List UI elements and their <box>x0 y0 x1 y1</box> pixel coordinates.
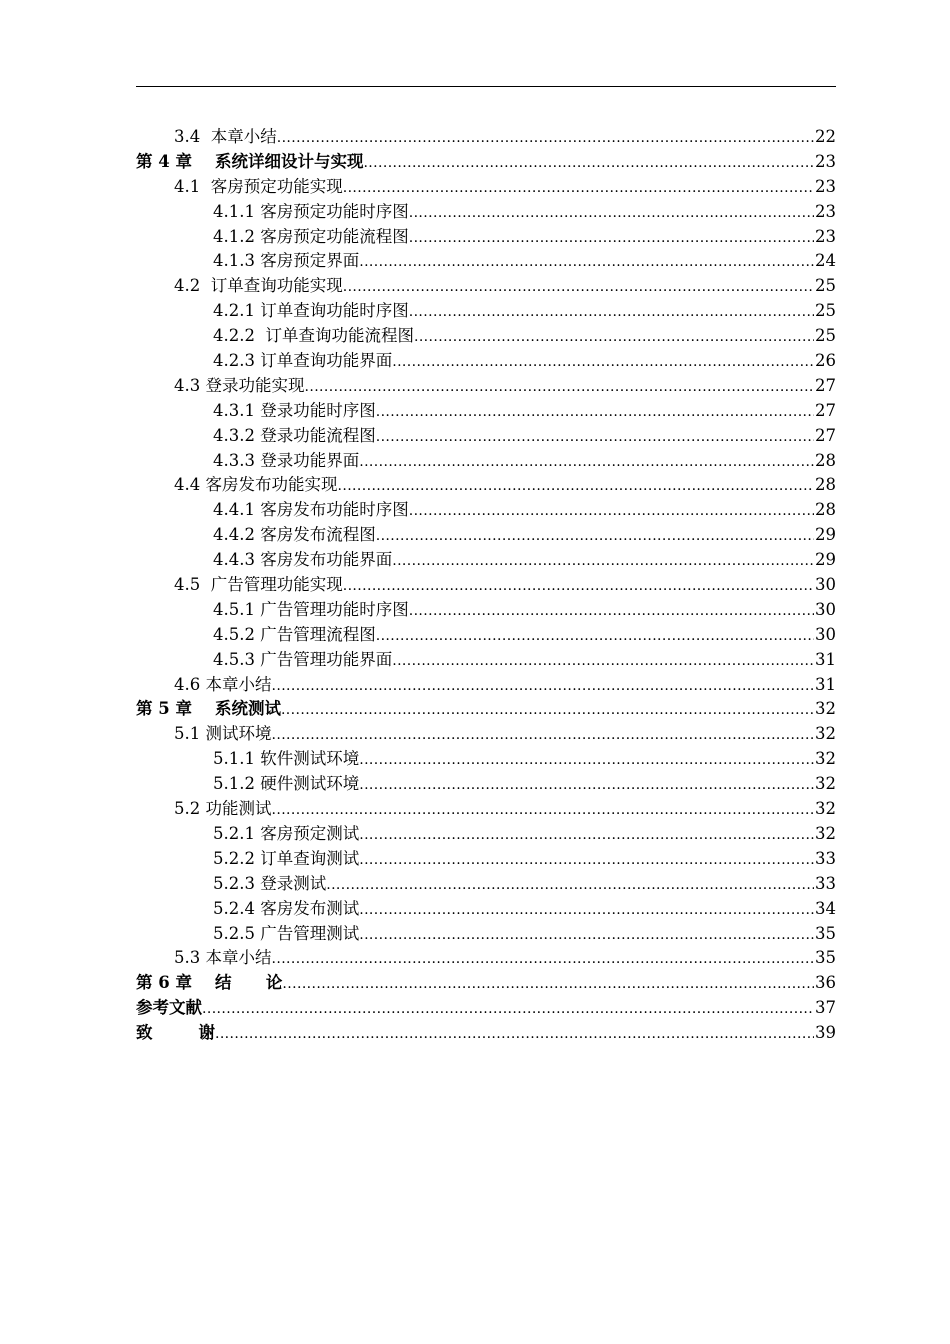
toc-entry[interactable] <box>136 449 836 474</box>
toc-page-number: 32 <box>815 749 836 769</box>
toc-entry-title: 第 5 章 系统测试 <box>136 699 281 719</box>
toc-dot-leader <box>409 201 814 225</box>
toc-dot-leader <box>359 748 814 772</box>
toc-entry-title: 4.2 订单查询功能实现 <box>174 276 343 296</box>
toc-page-number: 23 <box>815 151 836 171</box>
toc-entry[interactable] <box>136 399 836 424</box>
toc-dot-leader <box>359 450 814 474</box>
toc-entry-title: 4.3 登录功能实现 <box>174 375 305 395</box>
toc-entry-title: 5.1.2 硬件测试环境 <box>213 774 360 794</box>
toc-dot-leader <box>414 325 814 349</box>
toc-dot-leader <box>272 947 815 971</box>
toc-dot-leader <box>359 848 814 872</box>
toc-dot-leader <box>409 499 814 523</box>
toc-dot-leader <box>305 375 815 399</box>
toc-entry-title: 4.1.2 客房预定功能流程图 <box>213 226 409 246</box>
toc-entry-title: 5.2.3 登录测试 <box>213 873 327 893</box>
header-rule <box>136 86 836 87</box>
toc-entry[interactable] <box>136 523 836 548</box>
toc-entry-title: 5.3 本章小结 <box>174 948 272 968</box>
toc-page-number: 27 <box>815 400 836 420</box>
toc-dot-leader <box>343 574 814 598</box>
toc-entry[interactable] <box>136 946 836 971</box>
toc-dot-leader <box>202 997 814 1021</box>
toc-page-number: 31 <box>815 674 836 694</box>
toc-page-number: 27 <box>815 425 836 445</box>
toc-entry[interactable] <box>136 175 836 200</box>
toc-page-number: 32 <box>815 799 836 819</box>
toc-page-number: 22 <box>815 127 836 146</box>
toc-dot-leader <box>326 873 814 897</box>
toc-page-number: 26 <box>815 351 836 371</box>
toc-entry-title: 4.1.1 客房预定功能时序图 <box>213 201 409 221</box>
toc-entry[interactable] <box>136 648 836 673</box>
toc-entry-title: 4.4.2 客房发布流程图 <box>213 525 376 545</box>
toc-entry[interactable] <box>136 722 836 747</box>
toc-entry-title: 4.5.3 广告管理功能界面 <box>213 649 393 669</box>
toc-entry-title: 4.1 客房预定功能实现 <box>174 176 343 196</box>
toc-entry-title: 5.2.5 广告管理测试 <box>213 923 360 943</box>
toc-dot-leader <box>409 300 814 324</box>
table-of-contents <box>136 125 836 1046</box>
toc-entry-title: 4.3.2 登录功能流程图 <box>213 425 376 445</box>
toc-entry[interactable] <box>136 324 836 349</box>
toc-entry-title: 4.6 本章小结 <box>174 674 272 694</box>
toc-dot-leader <box>277 126 814 150</box>
toc-entry[interactable] <box>136 249 836 274</box>
toc-page-number: 23 <box>815 201 836 221</box>
toc-dot-leader <box>338 474 815 498</box>
toc-entry-title: 4.1.3 客房预定界面 <box>213 251 360 271</box>
toc-entry[interactable] <box>136 374 836 399</box>
toc-entry[interactable] <box>136 822 836 847</box>
toc-page-number: 27 <box>815 375 836 395</box>
toc-entry-title: 4.5.2 广告管理流程图 <box>213 624 376 644</box>
toc-dot-leader <box>392 350 814 374</box>
toc-entry[interactable] <box>136 150 836 175</box>
toc-entry-title: 4.2.3 订单查询功能界面 <box>213 351 393 371</box>
toc-dot-leader <box>409 226 814 250</box>
toc-page-number: 28 <box>815 500 836 520</box>
toc-page-number: 29 <box>815 550 836 570</box>
toc-entry-title: 参考文献 <box>136 998 202 1018</box>
toc-entry[interactable] <box>136 996 836 1021</box>
toc-dot-leader <box>359 773 814 797</box>
toc-entry[interactable] <box>136 598 836 623</box>
toc-dot-leader <box>343 275 814 299</box>
toc-page-number: 36 <box>815 973 836 993</box>
toc-entry[interactable] <box>136 573 836 598</box>
toc-entry[interactable] <box>136 349 836 374</box>
toc-entry-title: 5.1 测试环境 <box>174 724 272 744</box>
toc-page-number: 25 <box>815 326 836 346</box>
toc-dot-leader <box>409 599 814 623</box>
toc-entry-title: 4.3.3 登录功能界面 <box>213 450 360 470</box>
toc-entry-title: 4.4.3 客房发布功能界面 <box>213 550 393 570</box>
toc-entry-title: 5.1.1 软件测试环境 <box>213 749 360 769</box>
toc-entry-title: 4.4.1 客房发布功能时序图 <box>213 500 409 520</box>
toc-page-number: 32 <box>815 823 836 843</box>
toc-dot-leader <box>272 674 815 698</box>
toc-page-number: 30 <box>815 575 836 595</box>
toc-page-number: 31 <box>815 649 836 669</box>
toc-entry-title: 4.4 客房发布功能实现 <box>174 475 338 495</box>
toc-entry[interactable] <box>136 548 836 573</box>
toc-page-number: 25 <box>815 301 836 321</box>
toc-dot-leader <box>376 425 814 449</box>
toc-dot-leader <box>272 798 815 822</box>
toc-entry-title: 致 谢 <box>136 1023 215 1043</box>
toc-page-number: 35 <box>815 923 836 943</box>
toc-entry-title: 4.5 广告管理功能实现 <box>174 575 343 595</box>
toc-entry-title: 5.2.1 客房预定测试 <box>213 823 360 843</box>
toc-dot-leader <box>359 250 814 274</box>
toc-page-number: 32 <box>815 774 836 794</box>
toc-entry[interactable] <box>136 922 836 947</box>
toc-entry[interactable] <box>136 897 836 922</box>
toc-page-number: 28 <box>815 450 836 470</box>
toc-entry-title: 4.3.1 登录功能时序图 <box>213 400 376 420</box>
toc-entry[interactable] <box>136 1021 836 1046</box>
toc-dot-leader <box>272 723 815 747</box>
toc-entry[interactable] <box>136 747 836 772</box>
toc-dot-leader <box>363 151 814 175</box>
toc-dot-leader <box>359 923 814 947</box>
toc-dot-leader <box>215 1022 814 1046</box>
toc-page-number: 23 <box>815 226 836 246</box>
toc-entry-title: 5.2 功能测试 <box>174 799 272 819</box>
toc-page-number: 33 <box>815 848 836 868</box>
toc-entry[interactable] <box>136 697 836 722</box>
toc-entry[interactable] <box>136 200 836 225</box>
toc-dot-leader <box>359 823 814 847</box>
toc-dot-leader <box>392 549 814 573</box>
toc-page-number: 25 <box>815 276 836 296</box>
toc-entry[interactable] <box>136 847 836 872</box>
toc-page-number: 30 <box>815 599 836 619</box>
toc-dot-leader <box>343 176 814 200</box>
toc-entry-title: 4.2.1 订单查询功能时序图 <box>213 301 409 321</box>
toc-page-number: 30 <box>815 624 836 644</box>
toc-entry-title: 第 4 章 系统详细设计与实现 <box>136 151 364 171</box>
toc-page-number: 34 <box>815 898 836 918</box>
toc-entry[interactable] <box>136 473 836 498</box>
toc-entry-title: 3.4 本章小结 <box>174 127 277 146</box>
toc-dot-leader <box>376 400 814 424</box>
toc-page-number: 24 <box>815 251 836 271</box>
toc-entry-title: 5.2.4 客房发布测试 <box>213 898 360 918</box>
toc-dot-leader <box>376 524 814 548</box>
toc-dot-leader <box>376 624 814 648</box>
toc-page-number: 39 <box>815 1023 836 1043</box>
toc-dot-leader <box>392 649 814 673</box>
toc-dot-leader <box>282 972 814 996</box>
toc-entry[interactable] <box>136 673 836 698</box>
toc-entry-title: 第 6 章 结 论 <box>136 973 283 993</box>
toc-entry-title: 4.5.1 广告管理功能时序图 <box>213 599 409 619</box>
toc-page-number: 29 <box>815 525 836 545</box>
toc-page-number: 35 <box>815 948 836 968</box>
toc-entry[interactable] <box>136 872 836 897</box>
toc-entry[interactable] <box>136 772 836 797</box>
toc-entry-title: 4.2.2 订单查询功能流程图 <box>213 326 414 346</box>
toc-entry-title: 5.2.2 订单查询测试 <box>213 848 360 868</box>
toc-page-number: 32 <box>815 699 836 719</box>
toc-entry[interactable] <box>136 424 836 449</box>
toc-page-number: 37 <box>815 998 836 1018</box>
toc-page-number: 28 <box>815 475 836 495</box>
toc-entry[interactable] <box>136 797 836 822</box>
toc-page-number: 32 <box>815 724 836 744</box>
toc-entry[interactable] <box>136 299 836 324</box>
toc-dot-leader <box>359 898 814 922</box>
toc-page-number: 23 <box>815 176 836 196</box>
toc-entry[interactable] <box>136 971 836 996</box>
toc-entry[interactable] <box>136 125 836 150</box>
toc-entry[interactable] <box>136 623 836 648</box>
toc-page-number: 33 <box>815 873 836 893</box>
toc-dot-leader <box>281 698 814 722</box>
toc-entry[interactable] <box>136 274 836 299</box>
toc-entry[interactable] <box>136 225 836 250</box>
toc-entry[interactable] <box>136 498 836 523</box>
